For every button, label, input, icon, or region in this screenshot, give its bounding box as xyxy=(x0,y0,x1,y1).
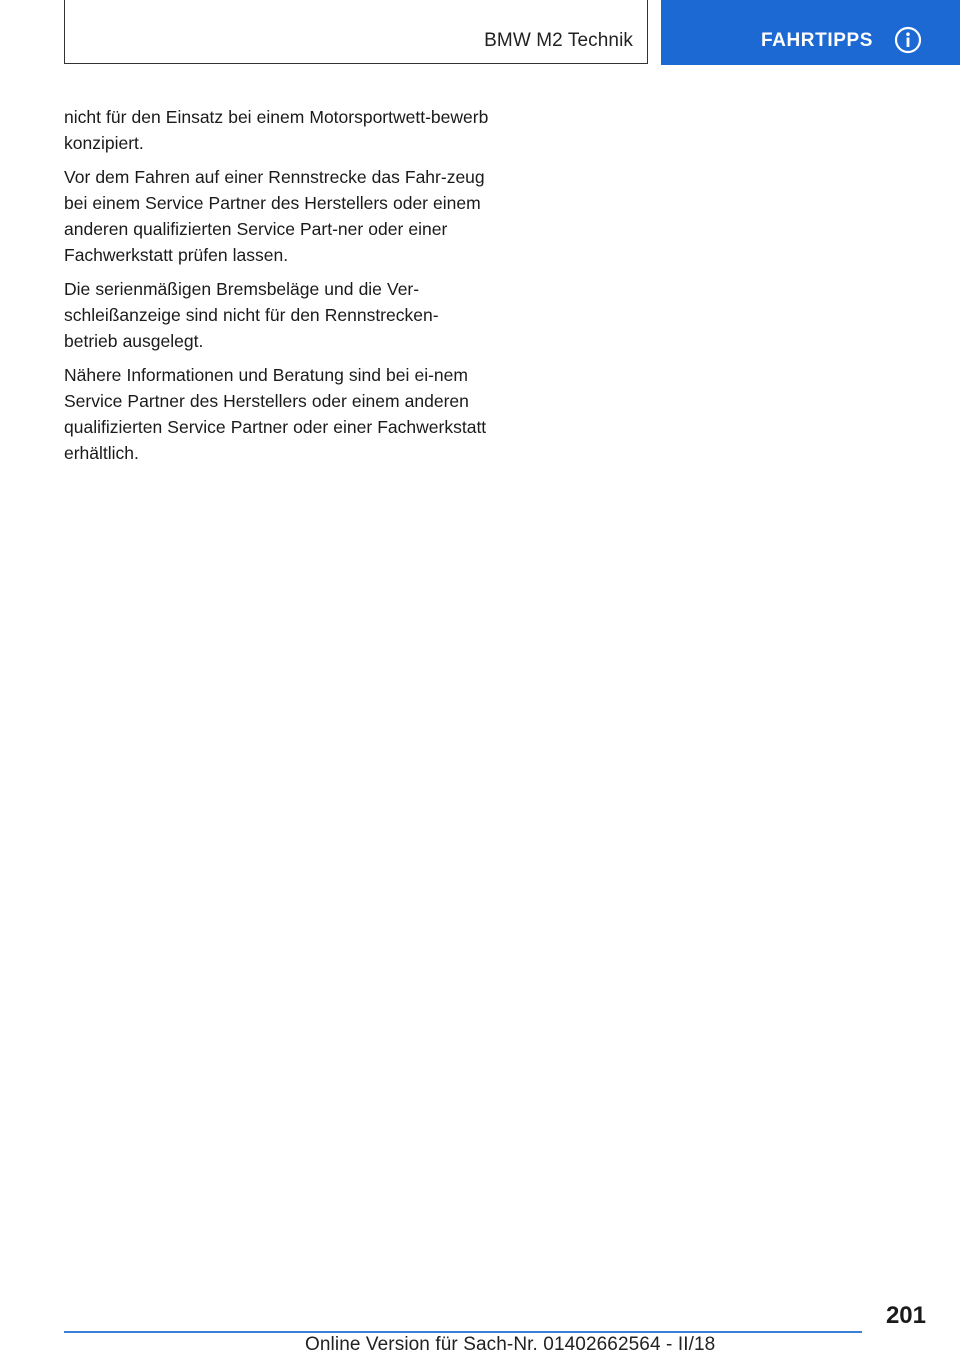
footer-divider xyxy=(64,1331,862,1333)
section-tab xyxy=(661,0,960,65)
page-number: 201 xyxy=(885,1302,926,1329)
body-text xyxy=(64,104,492,474)
document-title: BMW M2 Technik xyxy=(484,30,633,51)
header-title-box xyxy=(64,0,648,64)
paragraph: Die serienmäßigen Bremsbeläge und die Ver-schleißanzeige sind nicht für den Rennstrecken-betrieb ausgelegt. xyxy=(64,279,439,351)
section-label: FAHRTIPPS xyxy=(761,30,874,51)
footer-text: Online Version für Sach-Nr. 01402662564 - II/18 xyxy=(305,1334,716,1355)
paragraph: Vor dem Fahren auf einer Rennstrecke das Fahr-zeug bei einem Service Partner des Herstellers oder einem anderen qualifizierten Service Part-ner oder einer Fachwerkstatt prüfen lassen. xyxy=(64,167,485,265)
info-icon xyxy=(894,26,922,54)
paragraph: Nähere Informationen und Beratung sind bei ei-nem Service Partner des Herstellers oder einem anderen qualifizierten Service Partner oder einer Fachwerkstatt erhältlich. xyxy=(64,365,487,463)
paragraph: nicht für den Einsatz bei einem Motorsportwett-bewerb konzipiert. xyxy=(64,107,489,153)
